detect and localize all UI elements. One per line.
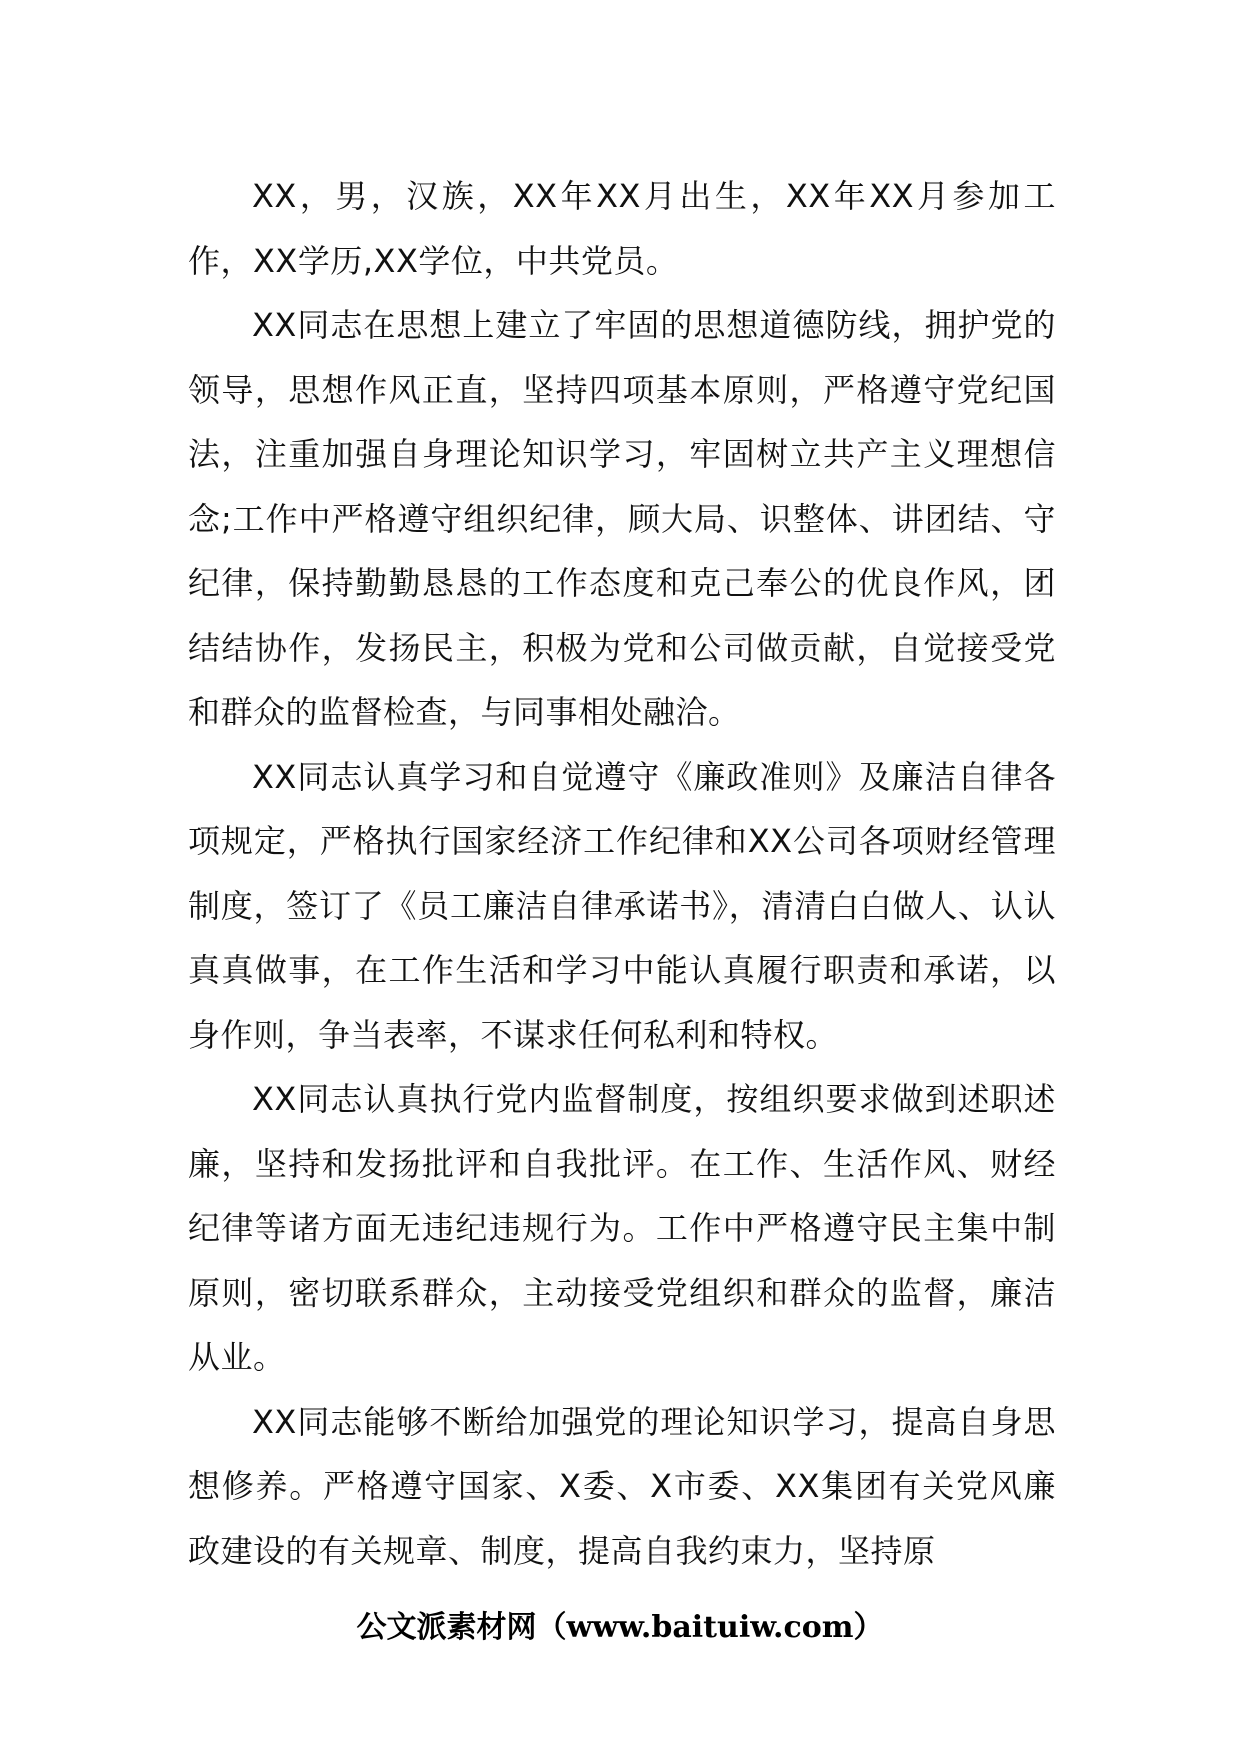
- paragraph-personal-info: XX，男，汉族，XX年XX月出生，XX年XX月参加工作，XX学历,XX学位，中共党员。: [188, 177, 1056, 280]
- document-body: [188, 164, 1056, 1583]
- paragraph-political-thought: XX同志在思想上建立了牢固的思想道德防线，拥护党的领导，思想作风正直，坚持四项基本原则，严格遵守党纪国法，注重加强自身理论知识学习，牢固树立共产主义理想信念;工作中严格遵守组织纪律，顾大局、识整体、讲团结、守纪律，保持勤勤恳恳的工作态度和克己奉公的优良作风，团结结协作，发扬民主，积极为党和公司做贡献，自觉接受党和群众的监督检查，与同事相处融洽。: [188, 306, 1056, 731]
- footer-watermark: 公文派素材网（www.baituiw.com）: [356, 1610, 884, 1645]
- paragraph-supervision: XX同志认真执行党内监督制度，按组织要求做到述职述廉，坚持和发扬批评和自我批评。在工作、生活作风、财经纪律等诸方面无违纪违规行为。工作中严格遵守民主集中制原则，密切联系群众，主动接受党组织和群众的监督，廉洁从业。: [188, 1080, 1056, 1376]
- paragraph-integrity-rules: XX同志认真学习和自觉遵守《廉政准则》及廉洁自律各项规定，严格执行国家经济工作纪律和XX公司各项财经管理制度，签订了《员工廉洁自律承诺书》，清清白白做人、认认真真做事，在工作生活和学习中能认真履行职责和承诺，以身作则，争当表率，不谋求任何私利和特权。: [188, 757, 1056, 1054]
- paragraph-study: XX同志能够不断给加强党的理论知识学习，提高自身思想修养。严格遵守国家、X委、X市委、XX集团有关党风廉政建设的有关规章、制度，提高自我约束力，坚持原: [188, 1402, 1056, 1570]
